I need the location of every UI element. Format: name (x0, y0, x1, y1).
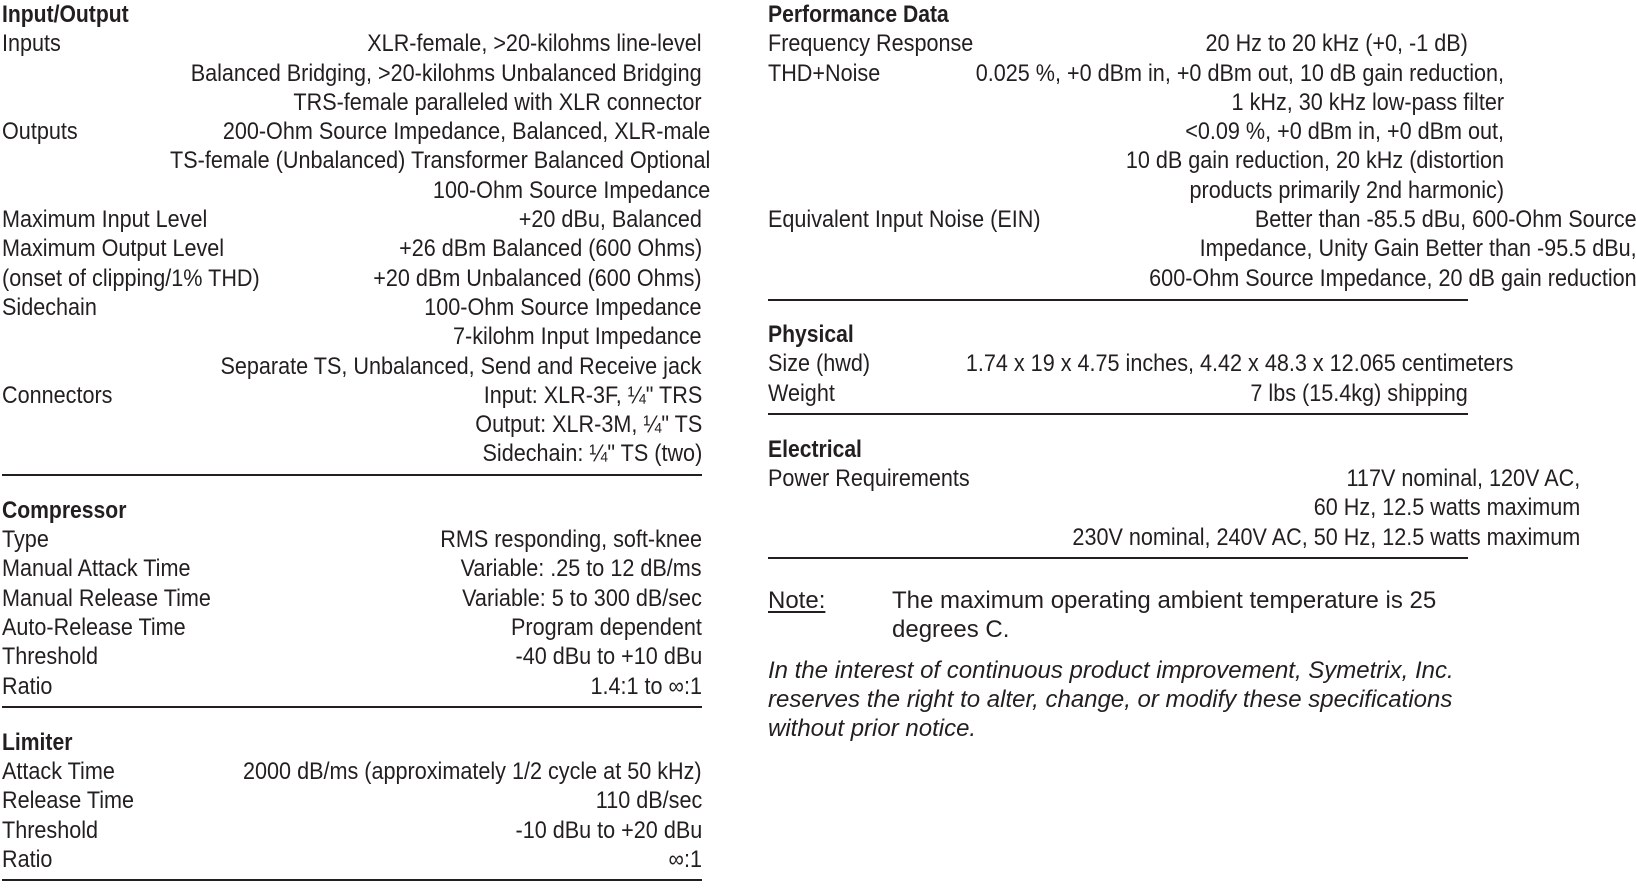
spec-label: Outputs (2, 118, 78, 146)
spec-label: Type (2, 526, 49, 554)
spec-value (273, 234, 702, 263)
spec-label: Maximum Output Level (2, 235, 225, 263)
spec-value-line: ∞:1 (668, 846, 702, 874)
note-text (892, 586, 1468, 645)
spec-value-line: -40 dBu to +10 dBu (515, 643, 702, 671)
spec-row (768, 349, 1514, 378)
section-title: Input/Output (2, 1, 129, 28)
spec-label: Sidechain (2, 293, 97, 321)
spec-row (2, 554, 702, 583)
spec-label: Frequency Response (768, 30, 974, 58)
spec-value (151, 757, 702, 786)
spec-value-line: 20 Hz to 20 kHz (+0, -1 dB) (1205, 30, 1468, 58)
spec-row (2, 525, 702, 554)
spec-row (2, 29, 702, 117)
spec-row (2, 816, 702, 845)
physical-section (768, 320, 1514, 408)
spec-value-line: 2000 dB/ms (approximately 1/2 cycle at 50 kHz) (243, 758, 703, 786)
spec-value-line: products primarily 2nd harmonic) (1189, 176, 1504, 204)
spec-value (1016, 464, 1580, 552)
spec-value-line: 10 dB gain reduction, 20 kHz (distortion (1125, 147, 1504, 175)
spec-value-line: 117V nominal, 120V AC, (1346, 465, 1581, 493)
spec-row (2, 672, 702, 701)
left-column (2, 0, 711, 881)
spec-row (2, 757, 702, 786)
spec-row (2, 234, 702, 263)
note-line: The maximum operating ambient temperature is 25 (892, 587, 1437, 615)
spec-row (2, 205, 702, 234)
spec-row (2, 117, 711, 205)
spec-value (78, 525, 702, 554)
spec-value (82, 672, 702, 701)
spec-value-line: Input: XLR-3F, ¼" TRS (483, 381, 702, 409)
disclaimer-line: reserves the right to alter, change, or modify these specifications (768, 685, 1453, 713)
section-divider (768, 413, 1468, 415)
spec-label: Inputs (2, 30, 61, 58)
spec-label: (onset of clipping/1% THD) (2, 264, 260, 292)
spec-value (312, 264, 702, 293)
spec-value (1020, 29, 1468, 58)
spec-value-line: Balanced Bridging, >20-kilohms Unbalanced Bridging (191, 59, 702, 87)
spec-value-line: 7-kilohm Input Impedance (453, 323, 702, 351)
spec-row (2, 584, 702, 613)
spec-value-line: +20 dBm Unbalanced (600 Ohms) (373, 264, 702, 292)
spec-row (2, 613, 702, 642)
spec-label: Maximum Input Level (2, 206, 208, 234)
spec-value-line: +26 dBm Balanced (600 Ohms) (398, 235, 702, 263)
section-title: Limiter (2, 728, 73, 756)
spec-row (2, 264, 702, 293)
section-divider (768, 557, 1468, 559)
spec-label: Power Requirements (768, 465, 970, 493)
spec-value-line: Variable: .25 to 12 dB/ms (461, 555, 702, 583)
section-title: Electrical (768, 435, 862, 463)
spec-label: Equivalent Input Noise (EIN) (768, 206, 1041, 234)
spec-value (131, 293, 702, 381)
spec-label: Manual Attack Time (2, 555, 191, 583)
spec-value-line: 100-Ohm Source Impedance (432, 176, 711, 204)
spec-value-line: Impedance, Unity Gain Better than -95.5 dBu, (1199, 235, 1636, 263)
limiter-section (2, 728, 702, 874)
spec-label: Size (hwd) (768, 350, 871, 378)
spec-value (82, 845, 702, 874)
io-section (2, 0, 711, 469)
spec-row (2, 293, 702, 381)
section-title: Performance Data (768, 1, 949, 28)
spec-value (133, 816, 702, 845)
spec-value-line: -10 dBu to +20 dBu (515, 816, 702, 844)
spec-label: Ratio (2, 846, 53, 874)
note-label: Note: (768, 587, 826, 615)
spec-value (866, 379, 1468, 408)
spec-value (173, 786, 702, 815)
spec-row (2, 381, 702, 469)
section-title: Compressor (2, 496, 127, 524)
section-title: Physical (768, 320, 854, 348)
spec-value (905, 349, 1513, 378)
spec-value-line: 7 lbs (15.4kg) shipping (1250, 379, 1468, 407)
spec-value (235, 554, 702, 583)
spec-label: Ratio (2, 672, 53, 700)
spec-label: THD+Noise (768, 59, 881, 87)
spec-value-line: TS-female (Unbalanced) Transformer Balanced Optional (170, 147, 711, 175)
spec-value (917, 59, 1504, 205)
spec-value-line: 1.74 x 19 x 4.75 inches, 4.42 x 48.3 x 12.065 centimeters (966, 350, 1514, 378)
electrical-section (768, 435, 1581, 552)
note-line: degrees C. (892, 616, 1010, 644)
spec-label: Weight (768, 379, 835, 407)
spec-label: Auto-Release Time (2, 613, 186, 641)
disclaimer-line: without prior notice. (768, 715, 977, 743)
spec-value-line: Separate TS, Unbalanced, Send and Receive jack (220, 352, 702, 380)
spec-label: Threshold (2, 643, 99, 671)
spec-value-line: 1 kHz, 30 kHz low-pass filter (1231, 88, 1504, 116)
spec-row (2, 642, 702, 671)
spec-label: Connectors (2, 381, 113, 409)
spec-row (768, 464, 1581, 552)
spec-value-line: +20 dBu, Balanced (518, 206, 702, 234)
right-column (768, 0, 1636, 744)
spec-row (2, 845, 702, 874)
section-divider (768, 299, 1468, 301)
disclaimer-line: In the interest of continuous product improvement, Symetrix, Inc. (768, 656, 1454, 684)
spec-row (768, 29, 1468, 58)
spec-value (254, 205, 702, 234)
spec-value (110, 117, 710, 205)
spec-label: Manual Release Time (2, 584, 211, 612)
section-divider (2, 706, 702, 708)
spec-label: Release Time (2, 787, 135, 815)
spec-value-line: RMS responding, soft-knee (440, 526, 702, 554)
spec-value-line: Program dependent (511, 613, 702, 641)
performance-section (768, 0, 1636, 293)
section-divider (2, 879, 702, 881)
spec-row (768, 205, 1636, 293)
spec-value-line: 60 Hz, 12.5 watts maximum (1313, 494, 1581, 522)
spec-value-line: <0.09 %, +0 dBm in, +0 dBm out, (1184, 118, 1504, 146)
disclaimer (768, 656, 1468, 744)
compressor-section (2, 496, 702, 701)
spec-row (2, 786, 702, 815)
spec-row (768, 379, 1468, 408)
note (768, 586, 1468, 645)
spec-value-line: Better than -85.5 dBu, 600-Ohm Source (1254, 206, 1636, 234)
spec-value (91, 29, 702, 117)
spec-value-line: Output: XLR-3M, ¼" TS (475, 411, 702, 439)
spec-value (133, 642, 702, 671)
spec-value-line: XLR-female, >20-kilohms line-level (367, 30, 702, 58)
spec-value-line: Sidechain: ¼" TS (two) (482, 440, 702, 468)
section-divider (2, 474, 702, 476)
spec-value (1095, 205, 1636, 293)
spec-value (149, 381, 702, 469)
spec-label: Threshold (2, 816, 99, 844)
spec-value (230, 613, 702, 642)
spec-value-line: TRS-female paralleled with XLR connector (293, 88, 702, 116)
spec-value (258, 584, 702, 613)
spec-value-line: 600-Ohm Source Impedance, 20 dB gain reduction (1148, 264, 1636, 292)
spec-value-line: 0.025 %, +0 dBm in, +0 dBm out, 10 dB gain reduction, (975, 59, 1504, 87)
spec-row (768, 59, 1504, 205)
spec-value-line: 230V nominal, 240V AC, 50 Hz, 12.5 watts maximum (1072, 523, 1581, 551)
spec-value-line: 200-Ohm Source Impedance, Balanced, XLR-male (222, 118, 711, 146)
spec-value-line: 110 dB/sec (595, 787, 702, 815)
spec-value-line: 1.4:1 to ∞:1 (590, 672, 702, 700)
spec-label: Attack Time (2, 758, 115, 786)
spec-value-line: Variable: 5 to 300 dB/sec (462, 584, 702, 612)
spec-value-line: 100-Ohm Source Impedance (424, 293, 702, 321)
